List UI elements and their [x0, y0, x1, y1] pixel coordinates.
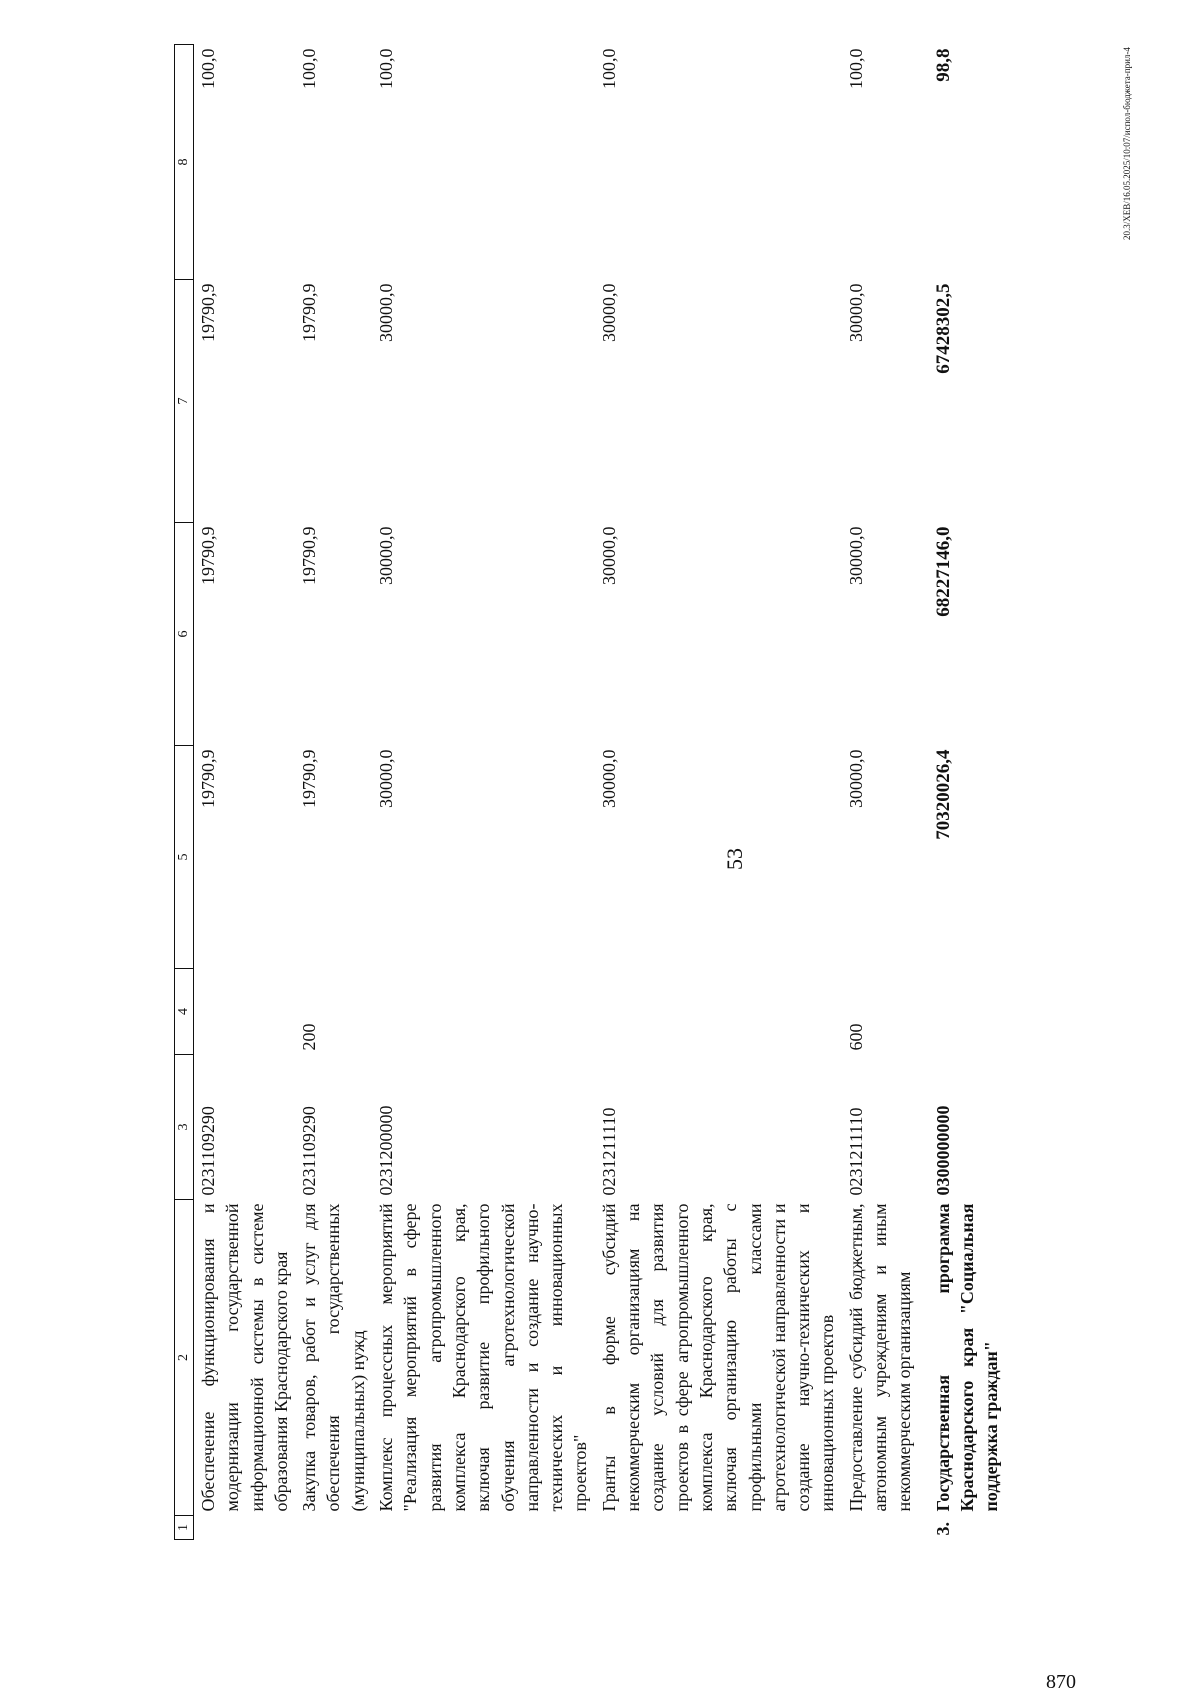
execution-percent: 98,8 — [932, 48, 954, 82]
table-row — [372, 45, 595, 1540]
row-number — [595, 1516, 842, 1540]
target-article-code: 0231211110 — [845, 1107, 866, 1196]
expense-kind: 600 — [845, 1023, 866, 1051]
target-article-code: 0300000000 — [932, 1105, 953, 1196]
executed-amount: 30000,0 — [376, 283, 397, 342]
target-article-code: 0231211110 — [598, 1107, 619, 1196]
column-header: 4 — [175, 969, 194, 1055]
table-row — [194, 45, 296, 1540]
row-number — [842, 1516, 919, 1540]
execution-percent: 100,0 — [299, 48, 320, 89]
executed-amount: 67428302,5 — [932, 283, 954, 374]
expense-kind — [372, 969, 595, 1055]
budget-table — [174, 44, 1006, 1540]
table-row — [595, 45, 842, 1540]
approved-amount: 30000,0 — [845, 749, 866, 808]
sheet-number: 53 — [722, 848, 747, 870]
target-article-code: 0231109290 — [299, 1106, 320, 1196]
refined-amount: 68227146,0 — [932, 526, 954, 617]
row-number: 3. — [932, 1522, 953, 1536]
row-description: Закупка товаров, работ и услуг для обеспечения государственных (муниципальных) нужд — [299, 1203, 368, 1512]
row-description: Гранты в форме субсидий некоммерческим организациям на создание условий для развития проектов в сфере агропромышленного комплекса Краснодарского края, включая организацию работы с профильными классами агротехнологической направленности и создание научно-технических и инновационных проектов — [598, 1203, 838, 1512]
refined-amount: 19790,9 — [198, 526, 218, 585]
column-header: 6 — [175, 523, 194, 746]
document-reference: 20.3/XEB/16.05.2025/10:07/испол-бюджета-прил-4 — [1122, 47, 1132, 240]
row-number — [372, 1516, 595, 1540]
execution-percent: 100,0 — [376, 48, 397, 89]
executed-amount: 19790,9 — [198, 283, 218, 342]
column-header: 7 — [175, 280, 194, 523]
executed-amount: 19790,9 — [299, 283, 320, 342]
row-description: Комплекс процессных мероприятий "Реализация мероприятий в сфере развития агропромышленного комплекса Краснодарского края, включая развитие профильного обучения агротехнологической направленности и создание научно-технических и инновационных проектов" — [376, 1203, 591, 1512]
approved-amount: 70320026,4 — [932, 749, 954, 840]
expense-kind — [919, 969, 1006, 1055]
refined-amount: 30000,0 — [376, 526, 397, 585]
row-description: Обеспечение функционирования и модернизации государственной информационной системы в системе образования Краснодарского края — [198, 1203, 291, 1512]
row-description: Предоставление субсидий бюджетным, автономным учреждениям и иным некоммерческим организациям — [845, 1203, 915, 1512]
executed-amount: 30000,0 — [845, 283, 866, 342]
approved-amount: 19790,9 — [198, 749, 218, 808]
column-number-row — [175, 45, 194, 1540]
target-article-code: 0231109290 — [198, 1106, 218, 1196]
target-article-code: 0231200000 — [376, 1105, 397, 1196]
rotated-page-content — [174, 45, 1134, 1540]
page-number: 870 — [1046, 1671, 1076, 1693]
refined-amount: 19790,9 — [299, 526, 320, 585]
approved-amount: 19790,9 — [299, 749, 320, 808]
column-header: 2 — [175, 1200, 194, 1516]
expense-kind — [595, 969, 842, 1055]
approved-amount: 30000,0 — [376, 749, 397, 808]
table-row — [842, 45, 919, 1540]
approved-amount: 30000,0 — [598, 749, 619, 808]
execution-percent: 100,0 — [598, 48, 619, 89]
table-row — [295, 45, 372, 1540]
row-number — [194, 1516, 296, 1540]
column-header: 5 — [175, 746, 194, 969]
column-header: 8 — [175, 45, 194, 280]
refined-amount: 30000,0 — [598, 526, 619, 585]
executed-amount: 30000,0 — [598, 283, 619, 342]
row-description: Государственная программа Краснодарского края "Социальная поддержка граждан" — [932, 1203, 1002, 1512]
row-number — [295, 1516, 372, 1540]
refined-amount: 30000,0 — [845, 526, 866, 585]
column-header: 1 — [175, 1516, 194, 1540]
execution-percent: 100,0 — [845, 48, 866, 89]
expense-kind — [194, 969, 296, 1055]
program-total-row — [919, 45, 1006, 1540]
column-header: 3 — [175, 1055, 194, 1200]
execution-percent: 100,0 — [198, 48, 218, 89]
expense-kind: 200 — [299, 1023, 320, 1051]
